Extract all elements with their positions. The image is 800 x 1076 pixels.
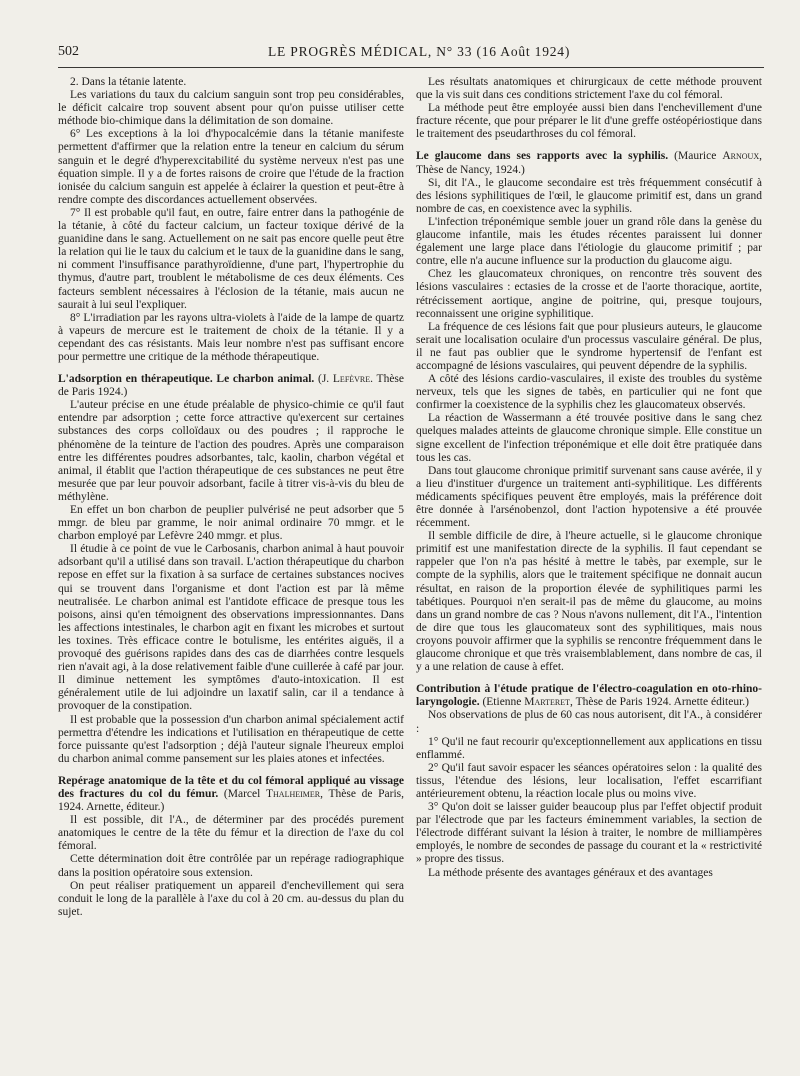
body-paragraph: A côté des lésions cardio-vasculaires, il existe des troubles du système nerveux, tels que les signes de tabès, en particulier qui ne font que confirmer la coexistence de la syphilis chez les glaucomateux observés. — [416, 373, 762, 412]
article-heading — [58, 373, 404, 399]
article-source: (Marcel — [218, 787, 266, 800]
article-heading — [416, 150, 762, 176]
body-paragraph: 3° Qu'on doit se laisser guider beaucoup plus par l'effet objectif produit par l'électrode que par les facteurs éminemment variables, la section de l'électrode différant suivant la lésion à traiter, le nombre de milliampères employés, le nombre de secondes de passage du courant et la « restrictivité » propre des tissus. — [416, 801, 762, 866]
page-number: 502 — [58, 44, 79, 59]
body-paragraph: Il est probable que la possession d'un charbon animal spécialement actif permettra d'étendre les indications et l'utilisation en thérapeutique de cette force puissante qu'est l'adsorption ; déjà l'auteur signale l'heureux emploi du charbon animal comme pansement sur les plaies atones et infectées. — [58, 713, 404, 765]
body-paragraph: On peut réaliser pratiquement un appareil d'enchevillement qui sera conduit le long de la parallèle à l'axe du col à 20 cm. au-dessus du plan du sujet. — [58, 879, 404, 918]
body-paragraph: 2. Dans la tétanie latente. — [70, 76, 187, 88]
article-heading — [416, 683, 762, 709]
body-paragraph: 8° L'irradiation par les rayons ultra-violets à l'aide de la lampe de quartz à vapeurs de mercure est le traitement de choix de la tétanie. Il y a cependant des cas résistants. Mais leur nombre n'est pas suffisant encore pour permettre une critique de la méthode thérapeutique. — [58, 311, 404, 363]
body-paragraph: 2° Qu'il faut savoir espacer les séances opératoires selon : la qualité des tissus, l'étendue des lésions, leur localisation, l'effet escarrifiant antérieurement obtenu, la réaction locale plus ou moins vive. — [416, 761, 762, 800]
article-source: (J. — [314, 373, 333, 386]
body-paragraph: La méthode peut être employée aussi bien dans l'enchevillement d'une fracture récente, que pour préparer le lit d'une greffe ostéopériostique dans le traitement des pseudarthroses du col fémoral. — [416, 102, 762, 141]
body-paragraph: Les variations du taux du calcium sanguin sont trop peu considérables, le déficit calcaire trop souvent absent pour qu'on puisse utiliser cette méthode bio-chimique dans la délimitation de son domaine. — [58, 89, 404, 128]
body-paragraph: Il étudie à ce point de vue le Carbosanis, charbon animal à haut pouvoir adsorbant qu'il a utilisé dans son travail. L'action thérapeutique du charbon repose en effet sur la fixation à sa surface de certaines substances nocives qui se trouvent dans l'organisme et dont l'action est par là même neutralisée. Le charbon animal est l'antidote efficace de presque tous les poisons, ainsi qu'en témoignent des observations impressionnantes. Dans les affections intestinales, le charbon agit en fixant les microbes et surtout les toxines. Très efficace contre le botulisme, les entérites aiguës, il a provoqué des guérisons rapides dans des cas de diarrhées contre lesquels rien n'avait agi, à la dose relativement faible d'une cuillerée à café par jour. Il diminue nettement les symptômes d'auto-intoxication. Il est généralement utile de lui adjoindre un laxatif salin, car il a tendance à provoquer de la constipation. — [58, 543, 404, 713]
article-source: (Maurice — [668, 150, 723, 163]
body-paragraph: 6° Les exceptions à la loi d'hypocalcémie dans la tétanie manifeste permettent d'affirmer que la relation entre la teneur en calcium du sérum sanguin et le degré d'hyperexcitabilité du système nerveux n'est pas une équation simple. Il y a de fortes raisons de croire que l'étude de la fraction ionisée du calcium sanguin est appelée à éclairer la question et peut-être à rendre compte des discordances actuellement observées. — [58, 128, 404, 206]
body-paragraph: 7° Il est probable qu'il faut, en outre, faire entrer dans la pathogénie de la tétanie, à côté du facteur calcium, un facteur toxique dérivé de la guanidine dans le sang. Actuellement on ne sait pas encore quelle peut être la relation qui lie le taux du calcium et le taux de la guanidine dans le sang, ni comment l'insuffisance parathyroïdienne, d'une part, l'hypertrophie du thymus, d'autre part, troublent le métabolisme de ces deux éléments. Ces facteurs semblent nécessaires à l'éclosion de la tétanie, mais aucun ne saurait à lui seul l'expliquer. — [58, 206, 404, 311]
body-paragraph: L'auteur précise en une étude préalable de physico-chimie ce qu'il faut entendre par adsorption ; cette force attractive qu'exercent sur certaines substances des corps colloïdaux ou des poudres ; il rapproche le phénomène de la teinture de l'action des poudres. Après une comparaison entre les différentes poudres adsorbantes, talc, kaolin, charbon végétal et animal, il établit que l'action thérapeutique de ces substances ne peut être mesurée que par leur pouvoir adsorbant, facile à titrer vis-à-vis du bleu de méthylène. — [58, 399, 404, 503]
body-paragraph: La méthode présente des avantages généraux et des avantages — [428, 866, 713, 879]
journal-title: LE PROGRÈS MÉDICAL, N° 33 (16 Août 1924) — [268, 44, 571, 59]
body-paragraph: En effet un bon charbon de peuplier pulvérisé ne peut adsorber que 5 mmgr. de bleu par gramme, le noir animal ordinaire 70 mmgr. et le charbon employé par Lefèvre 240 mmgr. et plus. — [58, 504, 404, 543]
article-title: L'adsorption en thérapeutique. Le charbon animal. — [58, 373, 315, 386]
body-paragraph: 1° Qu'il ne faut recourir qu'exceptionnellement aux applications en tissu enflammé. — [416, 735, 762, 761]
left-column — [58, 76, 404, 1066]
article-heading — [58, 775, 404, 814]
article-source: , Thèse de Paris 1924. Arnette éditeur.) — [570, 696, 749, 709]
article-source: . Thèse de Paris 1924.) — [58, 373, 404, 399]
body-paragraph: Dans tout glaucome chronique primitif survenant sans cause avérée, il y a lieu d'instituer d'urgence un traitement anti-syphilitique. Les différents médicaments spécifiques peuvent être employés, mais la préférence doit être donnée à l'arsénobenzol, dont l'action hypotensive a été prouvée récemment. — [416, 464, 762, 530]
article-source: , Thèse de Paris, 1924. Arnette, éditeur.) — [58, 787, 404, 814]
body-paragraph: Nos observations de plus de 60 cas nous autorisent, dit l'A., à considérer : — [416, 709, 762, 735]
body-paragraph: Si, dit l'A., le glaucome secondaire est très fréquemment consécutif à des lésions syphilitiques de l'œil, le glaucome primitif est, dans un grand nombre de cas, en coexistence avec la syphilis. — [416, 176, 762, 215]
article-source: (Etienne — [479, 696, 525, 709]
article-author: Lefèvre — [332, 373, 371, 386]
body-paragraph: Il est possible, dit l'A., de déterminer par des procédés purement anatomiques le centre de la tête du fémur et la direction de l'axe du col fémoral. — [58, 814, 404, 853]
body-paragraph: L'infection tréponémique semble jouer un grand rôle dans la genèse du glaucome infantile, mais les études récentes paraissent lui donner également une large place dans l'étiologie du glaucome primitif ; par contre, elle n'a aucune influence sur la production du glaucome aigu. — [416, 215, 762, 268]
body-paragraph: La fréquence de ces lésions fait que pour plusieurs auteurs, le glaucome serait une localisation oculaire d'un processus vasculaire général. De plus, il ne faut pas oublier que le syndrome hypertensif de l'enfant est accompagné de lésions vasculaires, qui peuvent dépendre de la syphilis. — [416, 320, 762, 372]
article-title: Contribution à l'étude pratique de l'électro-coagulation en oto-rhino-laryngologie. — [416, 683, 762, 709]
article-author: Thalheimer — [266, 787, 321, 800]
article-title: Repérage anatomique de la tête et du col fémoral appliqué au vissage des fractures du col du fémur. — [58, 774, 404, 800]
article-source: , Thèse de Nancy, 1924.) — [416, 150, 762, 176]
article-author: Arnoux — [722, 150, 760, 163]
right-column — [416, 76, 762, 1066]
body-paragraph: Cette détermination doit être contrôlée par un repérage radiographique dans la position opératoire sous extension. — [58, 853, 404, 879]
body-paragraph: Les résultats anatomiques et chirurgicaux de cette méthode prouvent que la vis suit dans ces conditions strictement l'axe du col fémoral. — [416, 76, 762, 102]
article-title: Le glaucome dans ses rapports avec la syphilis. — [416, 150, 669, 163]
body-paragraph: Il semble difficile de dire, à l'heure actuelle, si le glaucome chronique primitif est une manifestation directe de la syphilis. Il faut cependant se rappeler que l'on n'a pas hésité à mettre le tabès, par exemple, sur le compte de la syphilis, alors que le traitement spécifique ne donnait aucun résultat, en raison de la proportion élevée de syphilitiques parmi les tabétiques. Pourquoi n'en serait-il pas de même du glaucome, au moins dans un grand nombre de cas ? Nous n'avons nullement, dit l'A., l'intention de dire que tous les glaucomateux sont des syphilitiques, mais nous croyons pouvoir affirmer que la syphilis se rencontre fréquemment dans le glaucome chronique et que très vraisemblablement, dans nombre de cas, il y a une relation de cause à effet. — [416, 530, 762, 674]
article-author: Marteret — [524, 696, 571, 709]
header-rule — [58, 67, 764, 68]
body-paragraph: Chez les glaucomateux chroniques, on rencontre très souvent des lésions vasculaires : ectasies de la crosse et de l'aorte thoracique, aortite, rétrécissement aortique, angine de poitrine, qui, presque toujours, reconnaissent une origine syphilitique. — [416, 268, 762, 320]
body-paragraph: La réaction de Wassermann a été trouvée positive dans le sang chez quelques malades atteints de glaucome chronique simple. Elle constitue un signe excellent de l'infection tréponémique et elle doit être pratiquée dans tous les cas. — [416, 412, 762, 464]
running-header — [58, 44, 764, 64]
